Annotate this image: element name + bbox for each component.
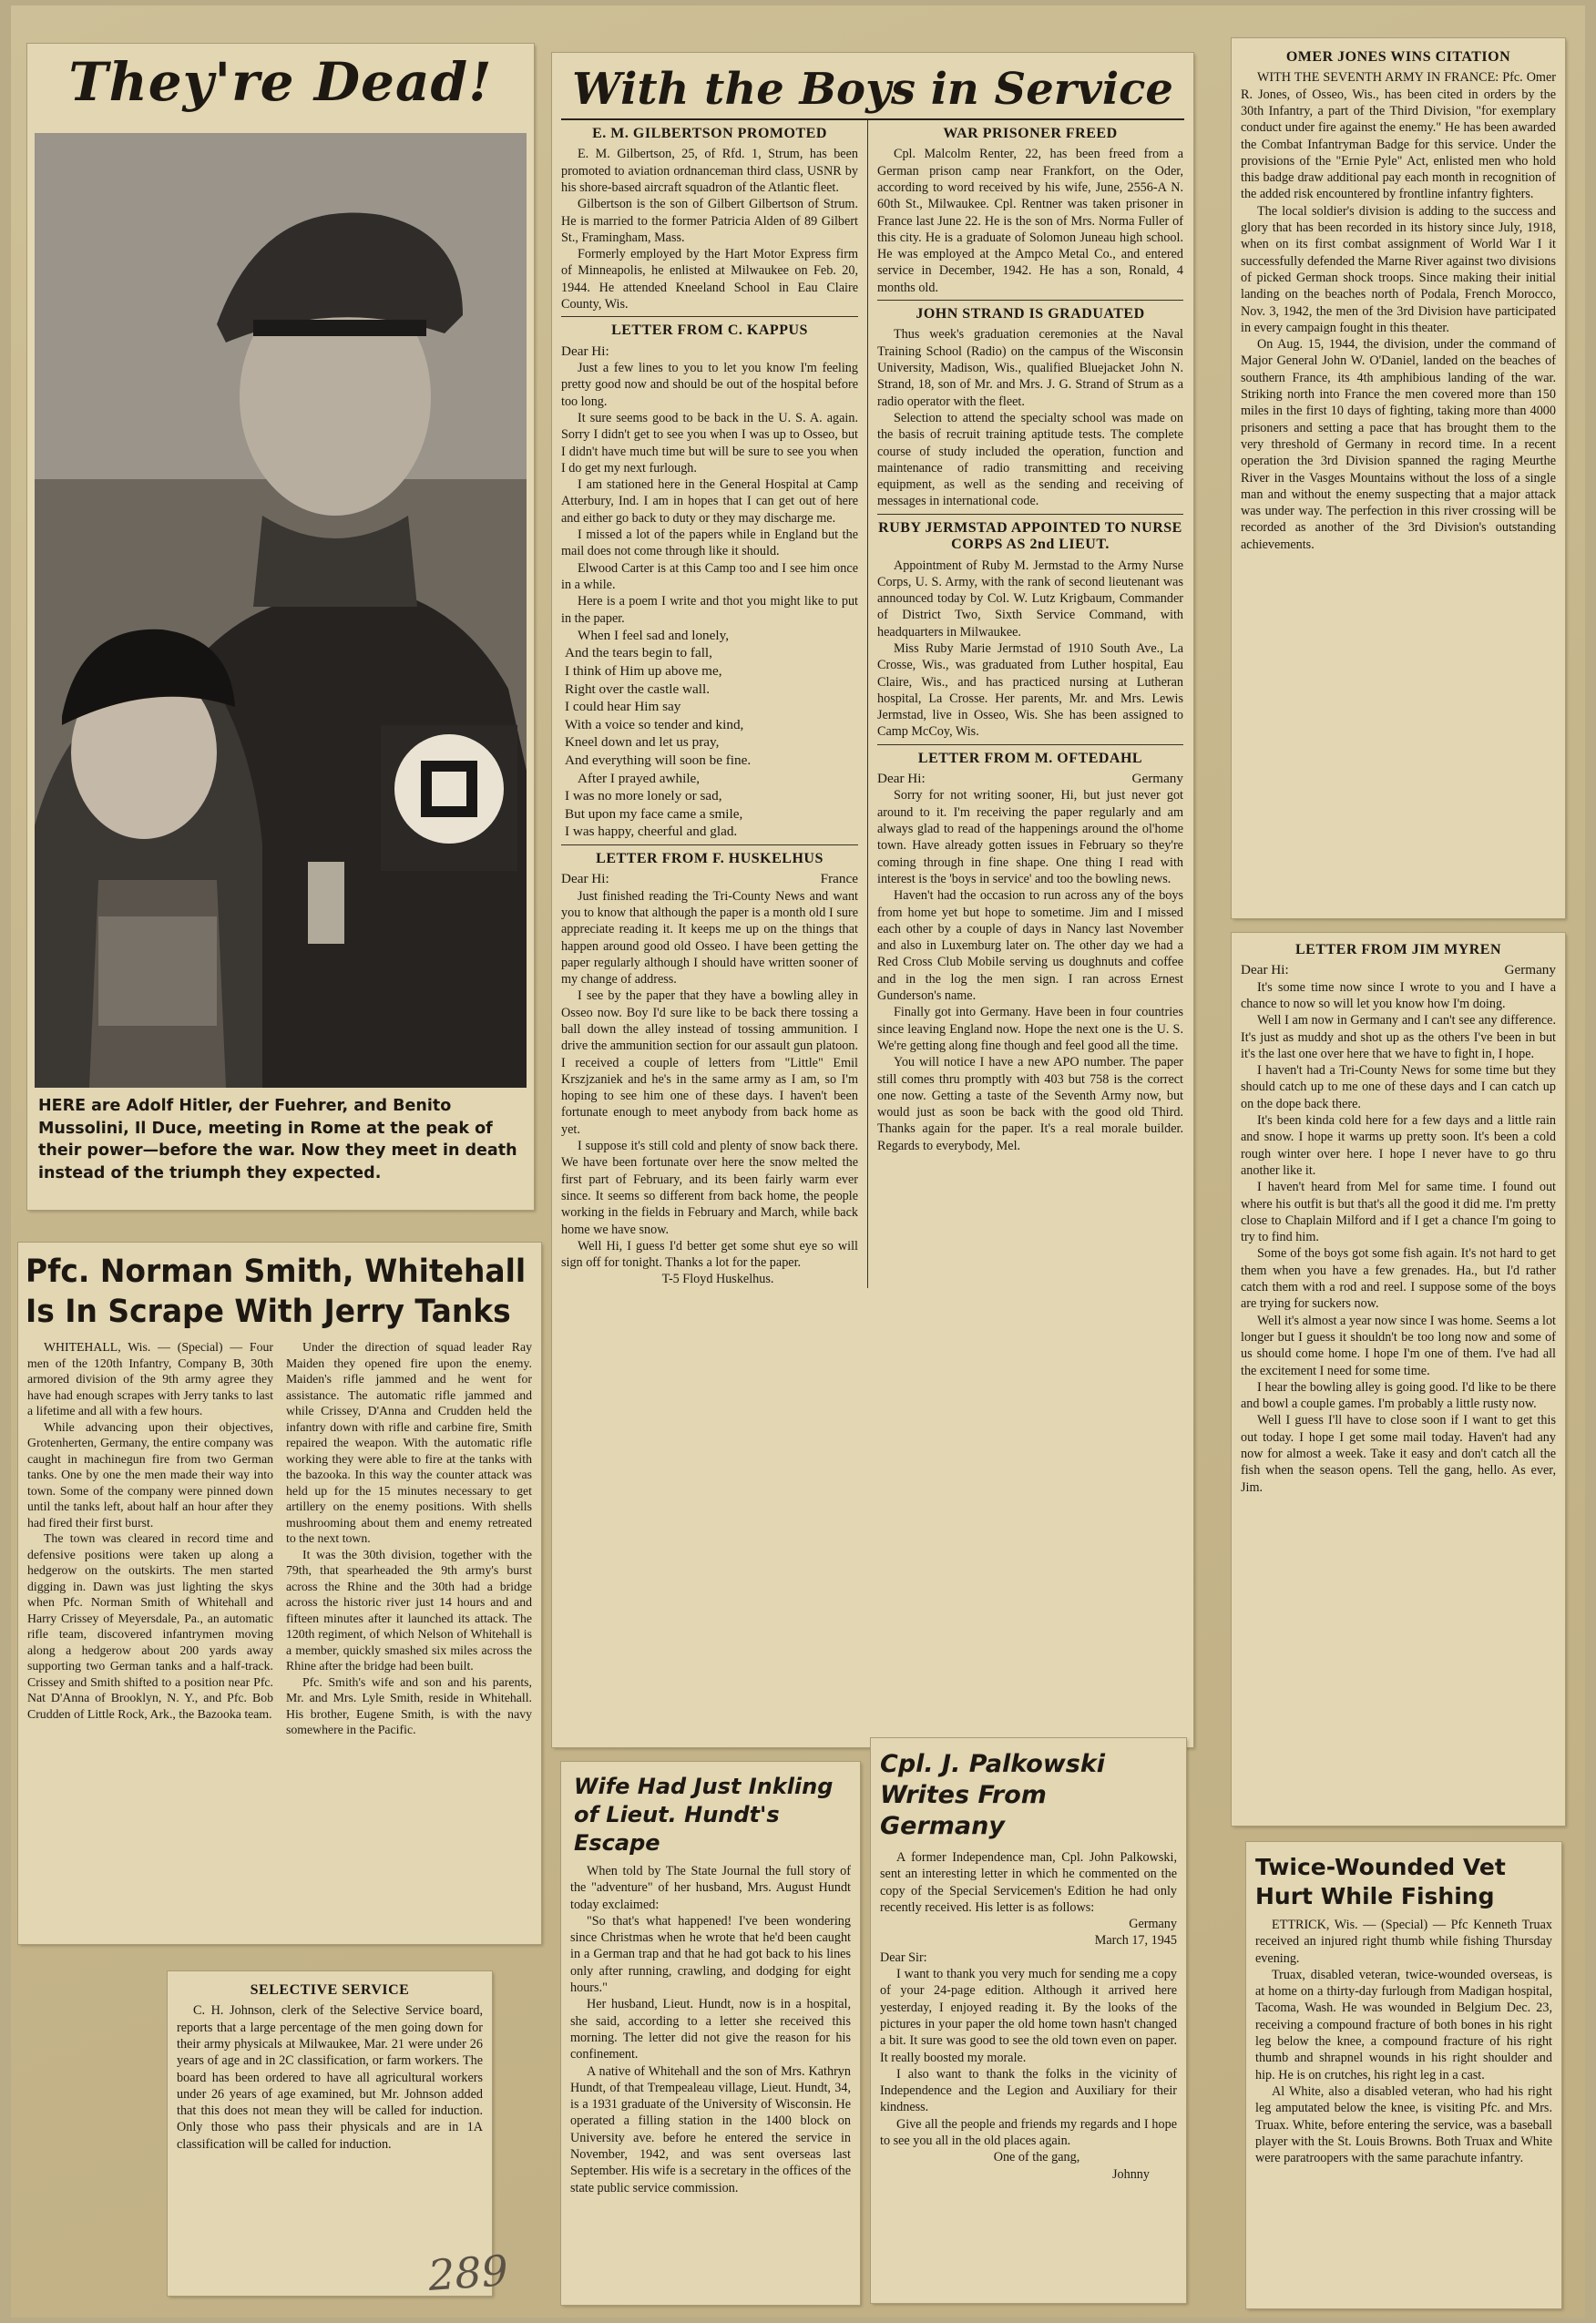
myren-letter	[1241, 979, 1556, 1496]
myren-p2: Well I am now in Germany and I can't see any difference. It's just as muddy and shot up as the others I've been in but it's the last one over here that we have to fight in, I hope.	[1241, 1013, 1556, 1061]
omer-jones-clipping	[1232, 38, 1565, 918]
hundt-headline: Wife Had Just Inkling of Lieut. Hundt's Escape	[574, 1774, 834, 1856]
truax-p2: Truax, disabled veteran, twice-wounded overseas, is at home on a thirty-day furlough from Madigan hospital, Tacoma, Wash. He was wounded in Belgium Dec. 23, receiving a compound fracture of both bones in his right leg below the knee, a compound fracture of his right thumb and shrapnel wounds in his right shoulder and hip. He is on crutches, his right leg in a cast.	[1255, 1967, 1552, 2083]
gilbertson-article	[561, 146, 858, 312]
hundt-clipping	[561, 1762, 860, 2305]
palkowski-letter	[880, 1949, 1177, 2183]
palkowski-headline: Cpl. J. Palkowski Writes From Germany	[880, 1750, 1106, 1840]
letter-place: France	[820, 871, 858, 887]
strand-title: JOHN STRAND IS GRADUATED	[916, 306, 1145, 322]
huskelhus-salutation	[561, 871, 858, 887]
letter-place: Germany	[1504, 962, 1556, 978]
norman-smith-columns	[27, 1339, 532, 1738]
oftedahl-salutation	[877, 771, 1183, 787]
norman-smith-p1: WHITEHALL, Wis. — (Special) — Four men of the 120th Infantry, Company B, 30th armored division of the 9th army agree they have had enough scrapes with Jerry tanks to last a lifetime and all with a few hours.	[27, 1340, 273, 1417]
prisoner-p1: Cpl. Malcolm Renter, 22, has been freed from a German prison camp near Frankfort, on the Oder, according to word received by his wife, June, 2556-A N. 60th St., Milwaukee. Cpl. Rentner was taken prisoner in France last June 22. He is the son of Mrs. Norma Fuller of this city. He is a graduate of Solomon Juneau high school. He was employed at the Ampco Metal Co., and entered service in December, 1942. He has a son, Ronald, 4 months old.	[877, 147, 1183, 295]
salutation-text: Dear Hi:	[561, 871, 609, 887]
poem-line: I could hear Him say	[565, 699, 681, 715]
huskelhus-p1: Just finished reading the Tri-County News and want you to know that although the paper is a month old I sure appreciate reading it. It keeps me up on the things that happen around good old Osseo. I have been getting the paper regularly although I should have written sooner of my change of address.	[561, 888, 858, 988]
palkowski-closing: One of the gang,	[993, 2150, 1080, 2165]
poem-line: I was no more lonely or sad,	[565, 788, 722, 804]
myren-p9: Well I guess I'll have to close soon if I want to get this out today. I hope I get some mail today. Haven't had any now for almost a week. Take it easy and don't catch all the fish when the season opens. Tell the gang, hello. As ever, Jim.	[1241, 1413, 1556, 1495]
palkowski-clipping	[871, 1738, 1186, 2303]
palkowski-p2: I also want to thank the folks in the vicinity of Independence and the Legion and Auxiliary for their kindness.	[880, 2066, 1177, 2115]
poem-line: Kneel down and let us pray,	[565, 734, 720, 751]
jermstad-title: RUBY JERMSTAD APPOINTED TO NURSE CORPS AS 2nd LIEUT.	[878, 519, 1182, 553]
poem-line: And the tears begin to fall,	[565, 645, 712, 661]
poem-line: When I feel sad and lonely,	[578, 627, 730, 643]
photo-caption: HERE are Adolf Hitler, der Fuehrer, and Benito Mussolini, Il Duce, meeting in Rome at the peak of their power—before the war. Now they meet in death instead of the triumph they expected.	[38, 1097, 517, 1182]
norman-smith-p3: The town was cleared in record time and defensive positions were taken up along a hedgerow on the outskirts. The men started digging in. Dawn was just lighting the skys when Pfc. Norman Smith of Whitehall and Harry Crissey of Meyersdale, Pa., an automatic rifle team, discovered infantrymen moving along a hedgerow about 200 yards away supporting two German tanks and a half-track. Crissey and Smith shifted to a position near Pfc. Nat D'Anna of Brooklyn, N. Y., and Pfc. Bob Crudden of Little Rock, Ark., the Bazooka team.	[27, 1531, 273, 1721]
hundt-p1: When told by The State Journal the full story of the "adventure" of her husband, Mrs. August Hundt today exclaimed:	[570, 1864, 851, 1912]
huskelhus-p4: Well Hi, I guess I'd better get some shut eye so will sign off for tonight. Thanks a lot for the paper.	[561, 1238, 858, 1271]
jermstad-p2: Miss Ruby Marie Jermstad of 1910 South Ave., La Crosse, Wis., was graduated from Luther hospital, Eau Claire, Wis., and has practiced nursing at Lutheran hospital, La Crosse. Her parents, Mr. and Mrs. Lewis Jermstad, live in Osseo, Wis. She has been assigned to Camp McCoy, Wis.	[877, 640, 1183, 740]
gilbertson-title: E. M. GILBERTSON PROMOTED	[592, 126, 827, 141]
myren-p1: It's some time now since I wrote to you and I have a chance to now so will let you know how I'm doing.	[1241, 979, 1556, 1011]
strand-p1: Thus week's graduation ceremonies at the Naval Training School (Radio) on the campus of the Wisconsin University, Madison, Wis., qualified Bluejacket John N. Strand, 18, son of Mr. and Mrs. J. G. Strand of Strum as a radio operator with the fleet.	[877, 327, 1183, 409]
oftedahl-p3: Finally got into Germany. Have been in four countries since leaving England now. Hope the next one is the U. S. We're getting along fine though and feel good all the time.	[877, 1005, 1183, 1053]
poem-line: But upon my face came a smile,	[565, 805, 743, 822]
norman-smith-p6: Pfc. Smith's wife and son and his parents, Mr. and Mrs. Lyle Smith, reside in Whitehall. His brother, Eugene Smith, is with the navy somewhere in the Pacific.	[286, 1674, 532, 1736]
divider	[877, 744, 1183, 745]
truax-clipping	[1246, 1842, 1561, 2308]
hundt-p4: A native of Whitehall and the son of Mrs. Kathryn Hundt, of that Trempealeau village, Lieut. Hundt, 34, is a 1931 graduate of the University of Wisconsin. He operated a filling station in the 1400 block on University ave. before he entered the service in November, 1942, and was sent overseas last September. His wife is a secretary in the offices of the state public service commission.	[570, 2063, 851, 2195]
palkowski-intro-text: A former Independence man, Cpl. John Palkowski, sent an interesting letter in which he commented on the copy of the Special Servicemen's Edition he had only recently received. His letter is as follows:	[880, 1850, 1177, 1915]
theyre-dead-headline: They're Dead!	[68, 51, 493, 113]
divider	[561, 316, 858, 317]
oftedahl-p1: Sorry for not writing sooner, Hi, but just never got around to it. I'm receiving the paper regularly and am always glad to read of the happenings around the ol'home town. Have already gotten issues in February so they're coming through in fine shape. One thing I read with interest is the 'boys in service' and too the bowling news.	[877, 788, 1183, 886]
myren-salutation	[1241, 962, 1556, 978]
huskelhus-p3: I suppose it's still cold and plenty of snow back there. We have been fortunate over here the snow melted the first part of February, and its been fairly warm ever since. It seems so different from back home, the people working in the fields in February and March, while back home we have snow.	[561, 1139, 858, 1237]
boys-in-service-columns	[552, 120, 1193, 1288]
selective-service-clipping	[168, 1971, 492, 2296]
handwritten-page-number: 289	[426, 2246, 510, 2300]
truax-article	[1255, 1917, 1552, 2166]
gilbertson-p2: Gilbertson is the son of Gilbert Gilbertson of Strum. He is married to the former Patricia Alden of 89 Gilbert St., Framingham, Mass.	[561, 197, 858, 245]
hitler-mussolini-photo	[35, 133, 527, 1088]
poem-line: And everything will soon be fine.	[565, 752, 752, 768]
hundt-article	[570, 1863, 851, 2196]
myren-p4: It's been kinda cold here for a few days and a little rain and snow. I hope it warms up pretty soon. It's been a cold rough winter over here. I hope I never have to go thru another like it.	[1241, 1113, 1556, 1178]
jermstad-p1: Appointment of Ruby M. Jermstad to the Army Nurse Corps, U. S. Army, with the rank of second lieutenant was announced today by Col. W. Lutz Krigbaum, Commander of District Two, Sixth Service Command, with headquarters in Milwaukee.	[877, 558, 1183, 640]
omer-jones-p3: On Aug. 15, 1944, the division, under the command of Major General John W. O'Daniel, landed on the beaches of southern France, its 4th amphibious landing of the war. Striking north into France the men covered more than 150 miles in the first 10 days of fighting, taking more than 4000 prisoners and setting a pace that has brought them to the very threshold of Germany in record time. In a recent operation the 3rd Division spanned the raging Meurthe River in the Vasges Mountains without the loss of a single man and without the enemy suspecting that a major attack was under way. The perfection in this river crossing will be recorded as another of the 3rd Division's outstanding achievements.	[1241, 337, 1556, 552]
palkowski-p3: Give all the people and friends my regards and I hope to see you all in the old places again.	[880, 2116, 1177, 2149]
strand-p2: Selection to attend the specialty school was made on the basis of recruit training aptitude tests. The complete course of study included the operation, function and maintenance of radio transmitting and receiving equipment, as well as the sending and receiving of messages in international code.	[877, 410, 1183, 509]
huskelhus-letter	[561, 888, 858, 1288]
palkowski-salutation: Dear Sir:	[880, 1949, 927, 1965]
norman-smith-right-column	[286, 1339, 532, 1738]
oftedahl-letter	[877, 787, 1183, 1154]
gilbertson-p3: Formerly employed by the Hart Motor Express firm of Minneapolis, he enlisted at Milwaukee on Feb. 20, 1944. He attended Kneeland School in Eau Claire County, Wis.	[561, 247, 858, 312]
hundt-p2: "So that's what happened! I've been wondering since Christmas when he wrote that he'd been caught in a German trap and that he had got back to his lines only after running, crawling, and dodging for eight hours."	[570, 1913, 851, 1996]
poem-line: Right over the castle wall.	[565, 681, 711, 697]
theyre-dead-clipping	[27, 44, 534, 1210]
oftedahl-p4: You will notice I have a new APO number. The paper still comes thru promptly with 403 but 758 is the correct one now. Getting a taste of the Seventh Army now, but would just as soon be back with the good old Third. Thanks again for the paper. It's a real morale builder. Regards to everybody, Mel.	[877, 1055, 1183, 1153]
kappus-letter	[561, 360, 858, 627]
norman-smith-p4: Under the direction of squad leader Ray Maiden they opened fire upon the enemy. Maiden's rifle jammed and he went for assistance. The automatic rifle jammed and while Crissey, D'Anna and Crudden held the infantry down with rifle and carbine fire, Smith repaired the weapon. With the automatic rifle working they were able to fire at the tanks with the bazooka. In this way the counter attack was held up for the 15 minutes necessary to get artillery on the enemy positions. With shells mushrooming about them and enemy retreated to the next town.	[286, 1340, 532, 1545]
norman-smith-headline: Pfc. Norman Smith, Whitehall Is In Scrape With Jerry Tanks	[26, 1254, 527, 1330]
norman-smith-p2: While advancing upon their objectives, Grotenherten, Germany, the entire company was caught in machinegun fire from two German tanks. One by one the men made their way into town. Some of the company were pinned down until the tanks left, about half an hour after they had fired their first burst.	[27, 1419, 273, 1530]
norman-smith-clipping	[18, 1243, 541, 1944]
divider	[561, 844, 858, 845]
palkowski-dateline	[880, 1916, 1177, 1949]
poem-line: With a voice so tender and kind,	[565, 716, 744, 732]
myren-p7: Well it's almost a year now since I was home. Seems a lot longer but I guess it shouldn't be too long now and some of us should come home. I hope I'm one of them. I've had all the excitement I need for some time.	[1241, 1313, 1556, 1378]
poem-line: I was happy, cheerful and glad.	[565, 824, 738, 840]
prisoner-title: WAR PRISONER FREED	[943, 126, 1118, 141]
myren-clipping	[1232, 933, 1565, 1826]
poem-line: After I prayed awhile,	[578, 770, 701, 786]
palkowski-place: Germany	[1129, 1917, 1177, 1932]
kappus-p4: I missed a lot of the papers while in England but the mail does not come through like it should.	[561, 527, 858, 559]
palkowski-p1: I want to thank you very much for sending me a copy of your 24-page edition. Although it arrived here yesterday, I enjoyed reading it. By the looks of the pictures in your paper the old home town hasn't changed a bit. It sure was good to see the old town even on paper. It really boosted my morale.	[880, 1967, 1177, 2065]
myren-p5: I haven't heard from Mel for same time. I found out where his outfit is but that's all the good it did me. I'm pretty close to Chaplain Milford and if I get a chance I'm going to try to find him.	[1241, 1180, 1556, 1245]
kappus-p5: Elwood Carter is at this Camp too and I see him once in a while.	[561, 560, 858, 592]
selective-service-article	[177, 2002, 483, 2153]
kappus-p6: Here is a poem I write and thot you might like to put in the paper.	[561, 594, 858, 626]
huskelhus-title: LETTER FROM F. HUSKELHUS	[596, 850, 824, 866]
truax-headline: Twice-Wounded Vet Hurt While Fishing	[1255, 1854, 1506, 1909]
oftedahl-title: LETTER FROM M. OFTEDAHL	[917, 750, 1143, 766]
salutation-text: Dear Hi:	[561, 343, 609, 359]
letter-place: Germany	[1131, 771, 1183, 787]
boys-left-column	[552, 120, 868, 1288]
photo-figures	[35, 133, 527, 1088]
huskelhus-p2: I see by the paper that they have a bowling alley in Osseo now. Boy I'd sure like to be back there tossing a ball down the alley instead of tossing ammunition. I drive the ammunition section for our assault gun platoon. I received a couple of letters from "Little" Emil Krszjzaniek and he's in the same army as I am, so I'm hoping to see him one of these days. I haven't been fortunate enough to meet anybody from back home as yet.	[561, 988, 858, 1137]
truax-p3: Al White, also a disabled veteran, who had his right leg amputated below the knee, is visiting Pfc. and Mrs. Truax. White, before entering the service, was a baseball player with the St. Louis Browns. Both Truax and White were paratroopers with the same parachute infantry.	[1255, 2083, 1552, 2166]
selective-service-title: SELECTIVE SERVICE	[250, 1982, 410, 1998]
boys-in-service-headline: With the Boys in Service	[572, 64, 1173, 115]
kappus-p3: I am stationed here in the General Hospital at Camp Atterbury, Ind. I am in hopes that I can get out of here and either go back to duty or they may discharge me.	[561, 477, 858, 526]
scrapbook-page	[11, 5, 1585, 2318]
myren-p6: Some of the boys got some fish again. It's not hard to get them when you have a few grenades. Ha., but I'd rather catch them with a rod and reel. I suppose some of the boys are trying for suckers now.	[1241, 1246, 1556, 1312]
huskelhus-signature: T-5 Floyd Huskelhus.	[661, 1272, 774, 1287]
norman-smith-p5: It was the 30th division, together with the 79th, that spearheaded the 9th army's burst across the Rhine and the 30th had a bridge across the historic river just 14 hours and and fifteen minutes after it launched its attack. The 120th regiment, of which Nelson of Whitehall is a member, quickly smashed six miles across the Rhine after the bridge had been built.	[286, 1547, 532, 1673]
kappus-title: LETTER FROM C. KAPPUS	[611, 322, 808, 339]
prisoner-article	[877, 146, 1183, 296]
salutation-text: Dear Hi:	[877, 771, 926, 787]
palkowski-date: March 17, 1945	[1094, 1933, 1177, 1949]
norman-smith-left-column	[27, 1339, 273, 1738]
palkowski-intro	[880, 1849, 1177, 1916]
myren-p8: I hear the bowling alley is going good. I'd like to be there and bowl a couple games. I'm probably a little rusty now.	[1241, 1379, 1556, 1412]
boys-right-column	[868, 120, 1192, 1288]
palkowski-signature: Johnny	[1112, 2166, 1150, 2182]
jermstad-article	[877, 558, 1183, 741]
strand-article	[877, 326, 1183, 509]
myren-p3: I haven't had a Tri-County News for some time but they should catch up to me one of these days and I can catch up on the dope back there.	[1241, 1063, 1556, 1111]
truax-p1: ETTRICK, Wis. — (Special) — Pfc Kenneth Truax received an injured right thumb while fishing Thursday evening.	[1255, 1918, 1552, 1966]
divider	[877, 514, 1183, 515]
kappus-poem	[565, 627, 858, 841]
oftedahl-p2: Haven't had the occasion to run across any of the boys from home yet but hope to sometime. Jim and I missed each other by a couple of days in Nancy last November and also in Luxemburg later on. The other day we had a Red Cross Club Mobile serving us doughnuts and coffee and in the log the men sign. I ran across Ernest Gunderson's name.	[877, 888, 1183, 1004]
kappus-p1: Just a few lines to you to let you know I'm feeling pretty good now and should be out of the hospital before too long.	[561, 361, 858, 409]
salutation-text: Dear Hi:	[1241, 962, 1289, 978]
divider	[877, 300, 1183, 301]
myren-title: LETTER FROM JIM MYREN	[1294, 942, 1502, 957]
gilbertson-p1: E. M. Gilbertson, 25, of Rfd. 1, Strum, has been promoted to aviation ordnanceman third class, USNR by his shore-based aircraft squadron of the Atlantic fleet.	[561, 147, 858, 195]
poem-line: I think of Him up above me,	[565, 662, 722, 679]
kappus-salutation	[561, 343, 858, 360]
hundt-p3: Her husband, Lieut. Hundt, now is in a hospital, she said, according to a letter she received this morning. The letter did not give the reason for his confinement.	[570, 1997, 851, 2062]
omer-jones-title: OMER JONES WINS CITATION	[1285, 49, 1511, 65]
omer-jones-p2: The local soldier's division is adding to the success and glory that has been recorded in its history since July, 1918, when on its first combat assignment of World War I it successfully defended the Marne River against two divisions of picked German shock troops. Since making their initial landing on the beaches north of Podala, French Morocco, Nov. 3, 1942, the men of the 3rd Division have participated in every campaign fought in this theater.	[1241, 203, 1556, 335]
omer-jones-p1: WITH THE SEVENTH ARMY IN FRANCE: Pfc. Omer R. Jones, of Osseo, Wis., has been cited in orders by the 30th Infantry, a part of the Third Division, "for exemplary conduct under fire against the enemy." He has been awarded the Combat Infantryman Badge for this service. Under the provisions of the "Ernie Pyle" Act, enlisted men who hold this badge draw additional pay each month in recognition of the added risk encountered by frontline infantry fighters.	[1241, 70, 1556, 202]
boys-in-service-clipping	[552, 53, 1193, 1747]
omer-jones-article	[1241, 69, 1556, 553]
selective-service-p1: C. H. Johnson, clerk of the Selective Service board, reports that a large percentage of the men going down for their army physicals at Milwaukee, Mar. 21 were under 26 years of age and in 2C classification, or farm workers. The board has been ordered to have all agricultural workers under 26 years of age examined, but Mr. Johnson added that this does not mean they will be called for induction. Only those who pass their physicals and are in 1A classification will be called for induction.	[177, 2003, 483, 2152]
kappus-p2: It sure seems good to be back in the U. S. A. again. Sorry I didn't get to see you when I was up to Osseo, but I didn't have much time but will be sure to see you when I do get my next furlough.	[561, 410, 858, 476]
